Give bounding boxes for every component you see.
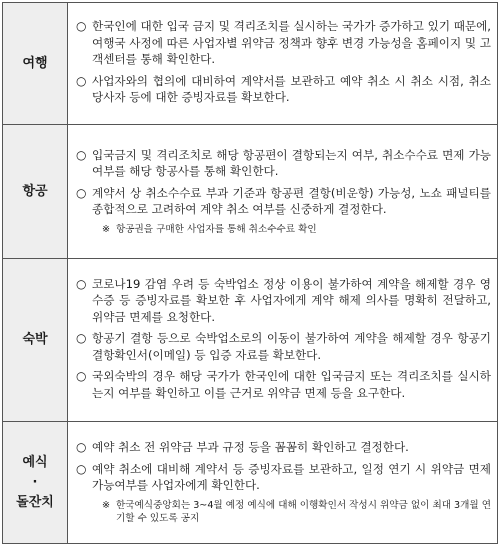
- section-row: [3, 3, 498, 125]
- bullet-text: 입국금지 및 격리조치로 해당 항공편이 결항되는지 여부, 취소수수료 면제 가능 여부를 해당 항공사를 통해 확인한다.: [92, 147, 491, 179]
- reference-mark-icon: ※: [102, 499, 111, 511]
- note-item: [76, 499, 491, 526]
- category-label: 숙박: [22, 332, 48, 347]
- bullet-circle-icon: ○: [76, 147, 87, 162]
- bullet-circle-icon: ○: [76, 73, 87, 88]
- category-cell: [3, 259, 68, 422]
- content-cell: [68, 125, 498, 259]
- bullet-text: 항공기 결항 등으로 숙박업소로의 이동이 불가하여 계약을 해제할 경우 항공기 결항확인서(이메일) 등 입증 자료를 확보한다.: [92, 331, 491, 362]
- bullet-text: 계약서 상 취소수수료 부과 기준과 항공편 결항(비운항) 가능성, 노쇼 패널티를 종합적으로 고려하여 계약 취소 여부를 신중하게 결정한다.: [92, 185, 491, 217]
- bullet-text: 사업자와의 협의에 대비하여 계약서를 보관하고 예약 취소 시 취소 시점, 취소 당사자 등에 대한 증빙자료를 확보한다.: [92, 73, 491, 105]
- table-body: [3, 3, 498, 544]
- bullet-item: [76, 330, 491, 363]
- bullet-text: 한국인에 대한 입국 금지 및 격리조치를 실시하는 국가가 증가하고 있기 때문에, 여행국 사정에 따른 사업자별 위약금 정책과 향후 변경 가능성을 홈페이지 및 고객센터를 통해 확인한다.: [92, 19, 491, 67]
- bullet-item: [76, 368, 491, 401]
- bullet-item: [76, 18, 491, 68]
- category-label: 예식: [22, 454, 48, 470]
- bullet-text: 국외숙박의 경우 해당 국가가 한국인에 대한 입국금지 또는 격리조치를 실시하는지 여부를 확인하고 이를 근거로 위약금 면제 등을 요구한다.: [92, 369, 491, 400]
- note-text: 항공권을 구매한 사업자를 통해 취소수수료 확인: [116, 223, 317, 235]
- category-cell: [3, 3, 68, 125]
- bullet-item: [76, 73, 491, 106]
- bullet-text: 코로나19 감염 우려 등 숙박업소 정상 이용이 불가하여 계약을 해제할 경우 영수증 등 증빙자료를 확보한 후 사업자에게 계약 해제 의사를 명확히 전달하고, 위약금 면제를 요청한다.: [92, 276, 491, 324]
- note-text: 한국예식중앙회는 3~4월 예정 예식에 대해 이행확인서 작성시 위약금 없이 최대 3개월 연기할 수 있도록 공지: [116, 499, 491, 525]
- bullet-item: [76, 439, 491, 456]
- bullet-text: 예약 취소에 대비해 계약서 등 증빙자료를 보관하고, 일정 연기 시 위약금 면제 가능여부를 사업자에게 확인한다.: [92, 461, 491, 493]
- bullet-item: [76, 185, 491, 218]
- content-cell: [68, 3, 498, 125]
- category-cell: [3, 125, 68, 259]
- category-label: ·: [32, 474, 38, 490]
- bullet-text: 예약 취소 전 위약금 부과 규정 등을 꼼꼼히 확인하고 결정한다.: [92, 440, 409, 455]
- bullet-circle-icon: ○: [76, 276, 87, 291]
- bullet-item: [76, 276, 491, 326]
- bullet-circle-icon: ○: [76, 331, 87, 346]
- category-cell: [3, 422, 68, 544]
- content-cell: [68, 259, 498, 422]
- category-label: 돌잔치: [16, 494, 54, 510]
- category-label: 여행: [22, 55, 48, 71]
- content-cell: [68, 422, 498, 544]
- section-row: [3, 422, 498, 544]
- bullet-circle-icon: ○: [76, 185, 87, 200]
- bullet-item: [76, 147, 491, 180]
- section-row: [3, 259, 498, 422]
- note-item: [76, 223, 491, 237]
- bullet-item: [76, 461, 491, 494]
- bullet-circle-icon: ○: [76, 369, 87, 384]
- bullet-circle-icon: ○: [76, 461, 87, 476]
- reference-mark-icon: ※: [102, 223, 111, 235]
- section-row: [3, 125, 498, 259]
- category-label: 항공: [22, 183, 48, 199]
- guidance-table: [2, 2, 498, 544]
- bullet-circle-icon: ○: [76, 440, 87, 455]
- bullet-circle-icon: ○: [76, 19, 87, 34]
